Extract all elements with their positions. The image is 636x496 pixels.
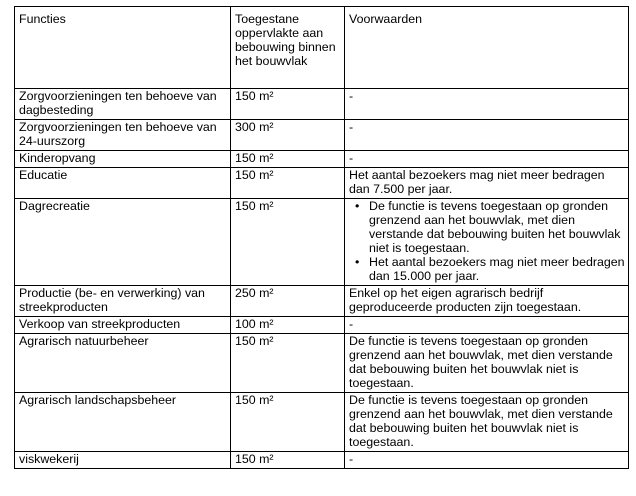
cell-oppervlakte: 150 m² (231, 168, 345, 199)
table-row (15, 334, 629, 393)
table-row (15, 199, 629, 286)
table-row (15, 286, 629, 317)
cell-voorwaarden: De functie is tevens toegestaan op gronden grenzend aan het bouwvlak, met dien verstande dat bebouwing buiten het bouwvlak niet is toegestaan. (345, 334, 629, 393)
cell-voorwaarden: Het aantal bezoekers mag niet meer bedragen dan 7.500 per jaar. (345, 168, 629, 199)
cell-oppervlakte: 150 m² (231, 199, 345, 286)
cell-voorwaarden: - (345, 120, 629, 151)
header-voorwaarden: Voorwaarden (345, 7, 629, 89)
table-row (15, 317, 629, 334)
header-functies: Functies (15, 7, 231, 89)
cell-oppervlakte: 250 m² (231, 286, 345, 317)
list-item: • Het aantal bezoekers mag niet meer bedragen dan 15.000 per jaar. (369, 255, 625, 283)
list-item: • De functie is tevens toegestaan op gronden grenzend aan het bouwvlak, met dien verstande dat bebouwing buiten het bouwvlak niet is toegestaan. (369, 199, 625, 255)
cell-oppervlakte: 150 m² (231, 89, 345, 120)
cell-functie: viskwekerij (15, 452, 231, 469)
table-row (15, 393, 629, 452)
cell-voorwaarden (345, 199, 629, 286)
cell-functie: Productie (be- en verwerking) van streekproducten (15, 286, 231, 317)
cell-oppervlakte: 100 m² (231, 317, 345, 334)
table-row (15, 452, 629, 469)
cell-oppervlakte: 300 m² (231, 120, 345, 151)
cell-voorwaarden: - (345, 89, 629, 120)
cell-oppervlakte: 150 m² (231, 334, 345, 393)
voorwaarden-bullet-list (349, 199, 625, 283)
cell-functie: Kinderopvang (15, 151, 231, 168)
table-row (15, 120, 629, 151)
cell-functie: Verkoop van streekproducten (15, 317, 231, 334)
cell-functie: Dagrecreatie (15, 199, 231, 286)
cell-oppervlakte: 150 m² (231, 151, 345, 168)
cell-voorwaarden: Enkel op het eigen agrarisch bedrijf geproduceerde producten zijn toegestaan. (345, 286, 629, 317)
cell-voorwaarden: De functie is tevens toegestaan op gronden grenzend aan het bouwvlak, met dien verstande dat bebouwing buiten het bouwvlak niet is toegestaan. (345, 393, 629, 452)
table-header-row (15, 7, 629, 89)
header-oppervlakte: Toegestane oppervlakte aan bebouwing binnen het bouwvlak (231, 7, 345, 89)
cell-voorwaarden: - (345, 452, 629, 469)
cell-oppervlakte: 150 m² (231, 452, 345, 469)
cell-oppervlakte: 150 m² (231, 393, 345, 452)
cell-functie: Educatie (15, 168, 231, 199)
cell-functie: Zorgvoorzieningen ten behoeve van 24-uurszorg (15, 120, 231, 151)
cell-voorwaarden: - (345, 151, 629, 168)
cell-functie: Zorgvoorzieningen ten behoeve van dagbesteding (15, 89, 231, 120)
cell-functie: Agrarisch natuurbeheer (15, 334, 231, 393)
table-row (15, 89, 629, 120)
cell-functie: Agrarisch landschapsbeheer (15, 393, 231, 452)
cell-voorwaarden: - (345, 317, 629, 334)
functies-table (14, 6, 629, 469)
table-row (15, 151, 629, 168)
table-row (15, 168, 629, 199)
